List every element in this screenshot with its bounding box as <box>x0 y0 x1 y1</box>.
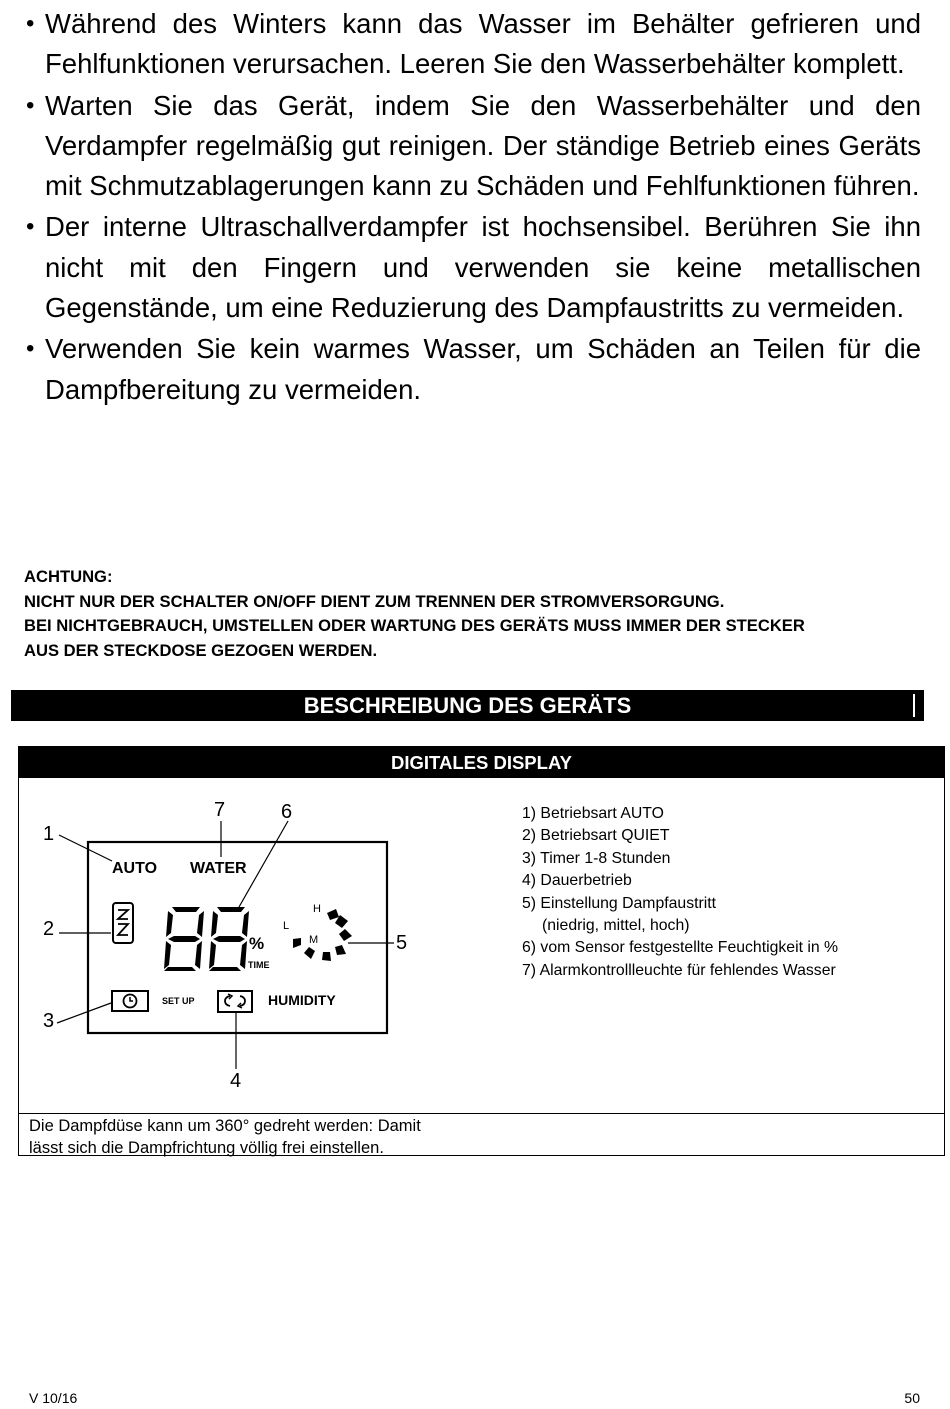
warning-block <box>24 565 924 663</box>
setup-label: SET UP <box>162 996 195 1006</box>
warning-title: ACHTUNG: <box>24 567 113 586</box>
level-l-label: L <box>283 920 290 932</box>
warning-line-1: NICHT NUR DER SCHALTER ON/OFF DIENT ZUM TRENNEN DER STROMVERSORGUNG. <box>24 591 725 611</box>
legend-item-3: 3) Timer 1-8 Stunden <box>522 849 671 867</box>
callout-2: 2 <box>43 918 55 940</box>
callout-7: 7 <box>214 799 226 821</box>
humidity-digits-value: 88 <box>209 969 211 970</box>
callout-3: 3 <box>43 1010 55 1032</box>
bullet-cleaning: • Warten Sie das Gerät, indem Sie den Wasserbehälter und den Verdampfer regelmäßig gut reinigen. Der ständige Betrieb eines Geräts mit Schmutzablagerungen kann zu Schäden und Fehlfunktionen führen. <box>26 86 921 207</box>
level-h-label: H <box>313 903 321 915</box>
display-legend <box>522 803 838 982</box>
legend-item-5-detail: (niedrig, mittel, hoch) <box>542 917 690 935</box>
panel-divider <box>19 1113 944 1114</box>
panel-caption <box>29 1115 421 1159</box>
digital-display-panel <box>18 746 945 1156</box>
legend-item-5: 5) Einstellung Dampfaustritt <box>522 894 717 912</box>
time-label: TIME <box>248 960 270 970</box>
auto-label: AUTO <box>112 860 158 877</box>
safety-bullet-list <box>26 4 921 411</box>
legend-item-4: 4) Dauerbetrieb <box>522 872 632 890</box>
legend-item-1: 1) Betriebsart AUTO <box>522 805 664 822</box>
callout-4: 4 <box>230 1070 242 1092</box>
bullet-warm-water: • Verwenden Sie kein warmes Wasser, um Schäden an Teilen für die Dampfbereitung zu vermeiden. <box>26 329 921 410</box>
caption-line-2: lässt sich die Dampfrichtung völlig frei einstellen. <box>29 1139 384 1157</box>
level-m-label: M <box>309 934 319 946</box>
warning-line-2: BEI NICHTGEBRAUCH, UMSTELLEN ODER WARTUNG DES GERÄTS MUSS IMMER DER STECKER <box>24 616 805 636</box>
humidity-digits-icon <box>164 907 249 971</box>
timer-icon <box>112 991 148 1011</box>
warning-line-3: AUS DER STECKDOSE GEZOGEN WERDEN. <box>24 640 378 660</box>
continuous-mode-icon <box>218 991 252 1012</box>
callout-6: 6 <box>281 801 293 823</box>
display-diagram <box>19 747 509 1113</box>
water-label: WATER <box>190 860 247 877</box>
section-title: BESCHREIBUNG DES GERÄTS <box>11 690 924 721</box>
humidity-label: HUMIDITY <box>268 992 336 1008</box>
caption-line-1: Die Dampfdüse kann um 360° gedreht werden: Damit <box>29 1117 421 1135</box>
percent-label: % <box>249 934 265 953</box>
bullet-ultrasonic: • Der interne Ultraschallverdampfer ist hochsensibel. Berühren Sie ihn nicht mit den Fingern und verwenden sie keine metallischen Gegenstände, um eine Reduzierung des Dampfaustritts zu vermeiden. <box>26 207 921 328</box>
quiet-mode-icon <box>113 903 133 943</box>
callout-5: 5 <box>396 932 408 954</box>
version-label: V 10/16 <box>29 1390 78 1406</box>
mist-level-ring-icon <box>293 909 352 961</box>
legend-item-6: 6) vom Sensor festgestellte Feuchtigkeit in % <box>522 939 839 957</box>
bullet-winter: • Während des Winters kann das Wasser im Behälter gefrieren und Fehlfunktionen verursachen. Leeren Sie den Wasserbehälter komplett. <box>26 4 921 85</box>
legend-item-2: 2) Betriebsart QUIET <box>522 827 670 845</box>
callout-1: 1 <box>43 823 55 845</box>
callout-lines <box>57 821 394 1069</box>
page-number: 50 <box>904 1390 920 1406</box>
legend-item-7: 7) Alarmkontrollleuchte für fehlendes Wasser <box>522 961 836 979</box>
panel-title: DIGITALES DISPLAY <box>19 747 944 778</box>
